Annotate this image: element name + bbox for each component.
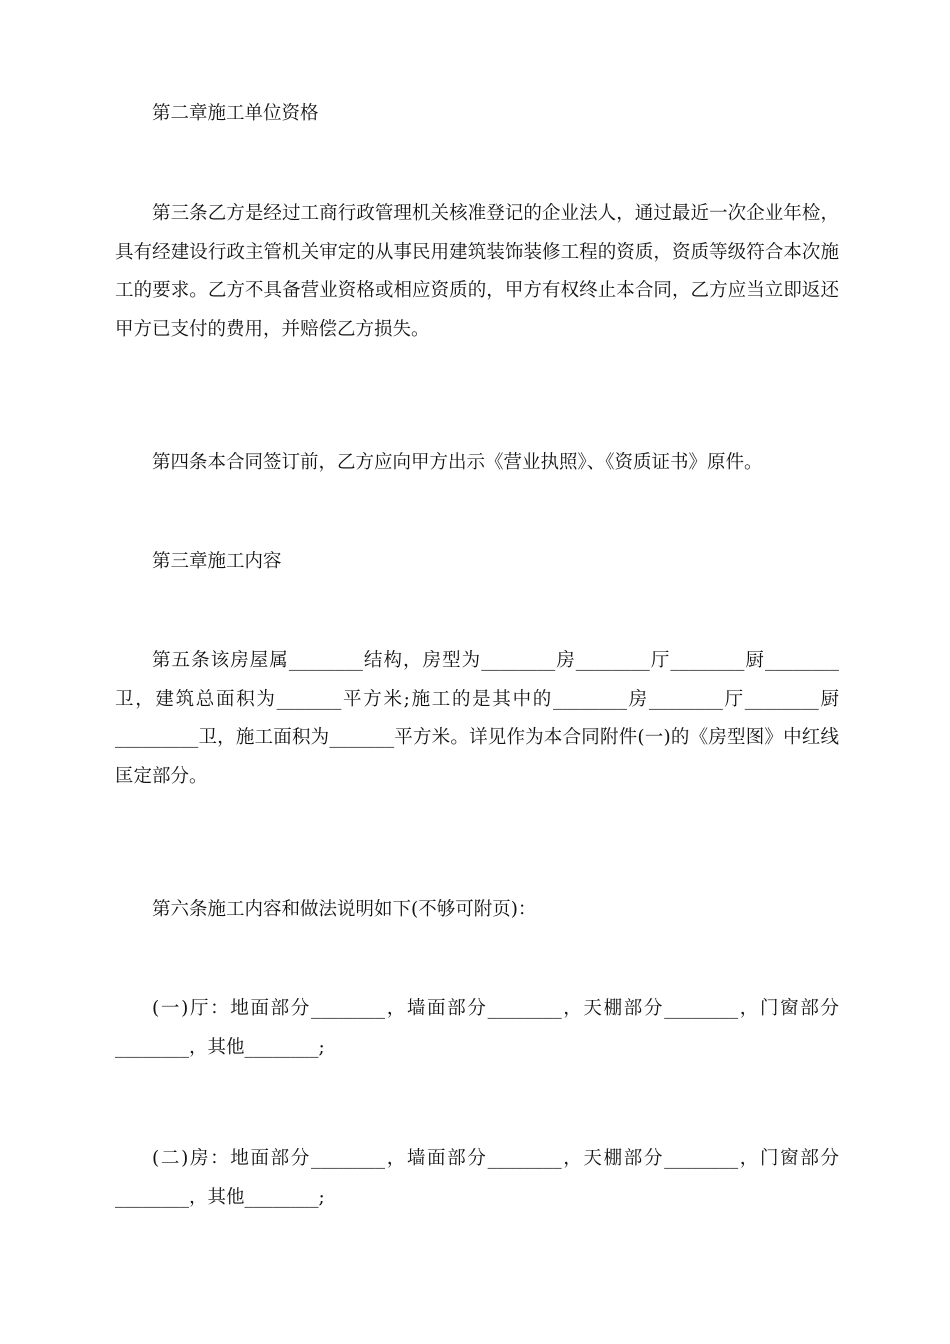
item-1-hall-paragraph: (一)厅：地面部分________，墙面部分________，天棚部分________，门窗部分________，其他________; — [115, 998, 839, 1058]
article-5-paragraph: 第五条该房屋属________结构，房型为________房________厅________厨________卫，建筑总面积为_______平方米;施工的是其中的________房________厅________厨_________卫，施工面积为_______平方米。详见作为本合同附件(一)的《房型图》中红线匡定部分。 — [115, 650, 839, 787]
article-3-paragraph: 第三条乙方是经过工商行政管理机关核准登记的企业法人，通过最近一次企业年检，具有经建设行政主管机关审定的从事民用建筑装饰装修工程的资质，资质等级符合本次施工的要求。乙方不具备营业资格或相应资质的，甲方有权终止本合同，乙方应当立即返还甲方已支付的费用，并赔偿乙方损失。 — [115, 203, 839, 340]
article-4-paragraph: 第四条本合同签订前，乙方应向甲方出示《营业执照》、《资质证书》原件。 — [152, 452, 763, 473]
article-6-paragraph: 第六条施工内容和做法说明如下(不够可附页)： — [152, 899, 537, 920]
item-2-room-paragraph: (二)房：地面部分________，墙面部分________，天棚部分________，门窗部分________，其他________; — [115, 1148, 839, 1208]
chapter-2-heading: 第二章施工单位资格 — [152, 103, 319, 124]
chapter-3-heading: 第三章施工内容 — [152, 551, 282, 572]
